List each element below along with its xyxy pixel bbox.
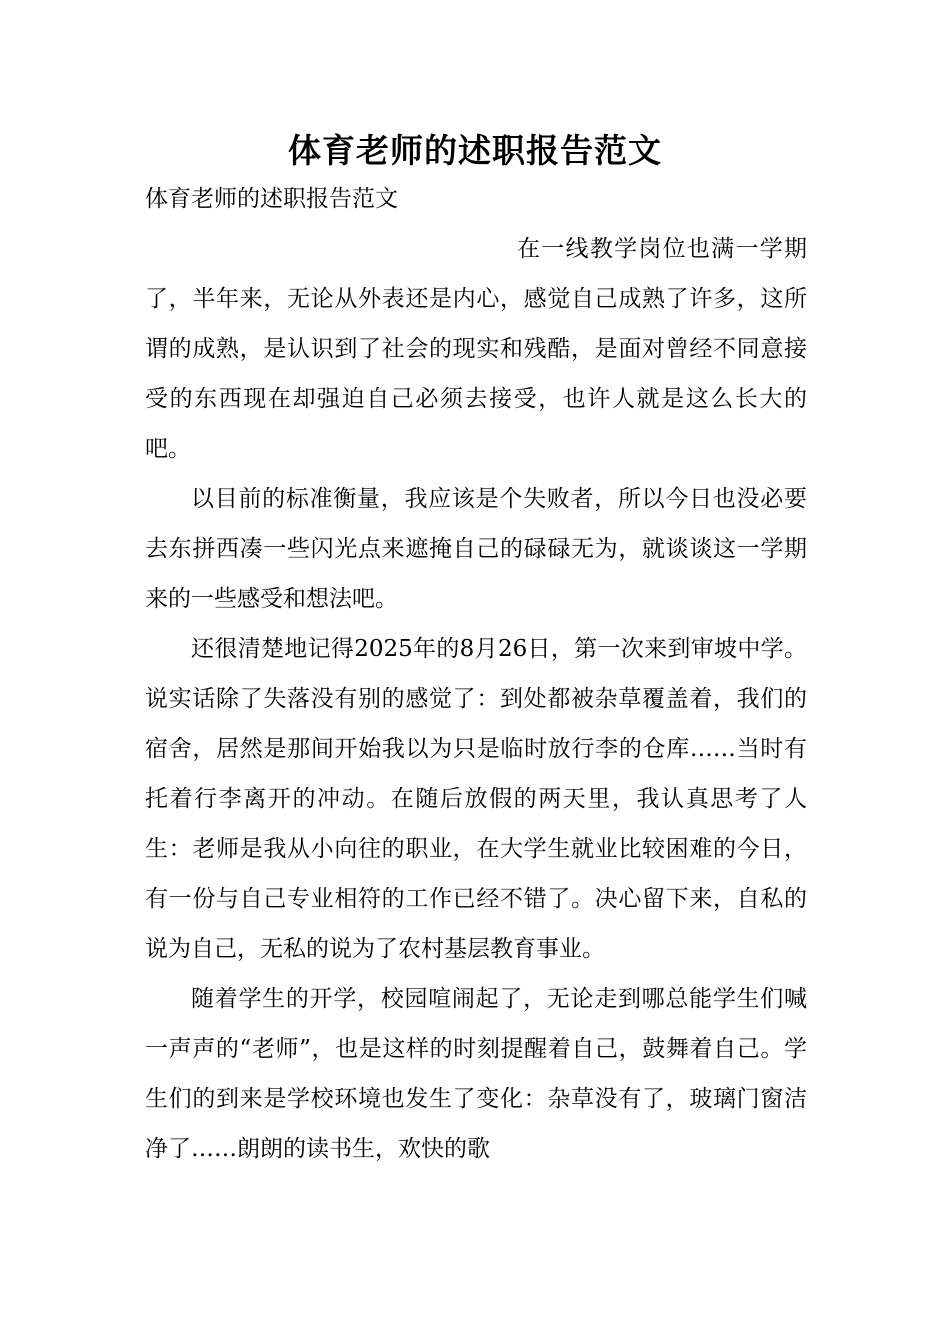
document-title: 体育老师的述职报告范文 xyxy=(288,131,662,170)
paragraph-2: 以目前的标准衡量，我应该是个失败者，所以今日也没必要去东拼西凑一些闪光点来遮掩自己的碌碌无为，就谈谈这一学期来的一些感受和想法吧。 xyxy=(145,486,807,612)
paragraph-3: 还很清楚地记得2025年的8月26日，第一次来到审坡中学。说实话除了失落没有别的感觉了：到处都被杂草覆盖着，我们的宿舍，居然是那间开始我以为只是临时放行李的仓库……当时有托着行李离开的冲动。在随后放假的两天里，我认真思考了人生：老师是我从小向往的职业，在大学生就业比较困难的今日，有一份与自己专业相符的工作已经不错了。决心留下来，自私的说为自己，无私的说为了农村基层教育事业。 xyxy=(145,636,807,962)
document-subtitle: 体育老师的述职报告范文 xyxy=(145,186,398,212)
paragraph-1: 在一线教学岗位也满一学期了，半年来，无论从外表还是内心，感觉自己成熟了许多，这所谓的成熟，是认识到了社会的现实和残酷，是面对曾经不同意接受的东西现在却强迫自己必须去接受，也许人就是这么长大的吧。 xyxy=(145,236,807,462)
paragraph-4: 随着学生的开学，校园喧闹起了，无论走到哪总能学生们喊一声声的“老师”，也是这样的时刻提醒着自己，鼓舞着自己。学生们的到来是学校环境也发生了变化：杂草没有了，玻璃门窗洁净了……朗朗的读书生，欢快的歌 xyxy=(145,986,807,1162)
document-body xyxy=(145,224,807,1174)
